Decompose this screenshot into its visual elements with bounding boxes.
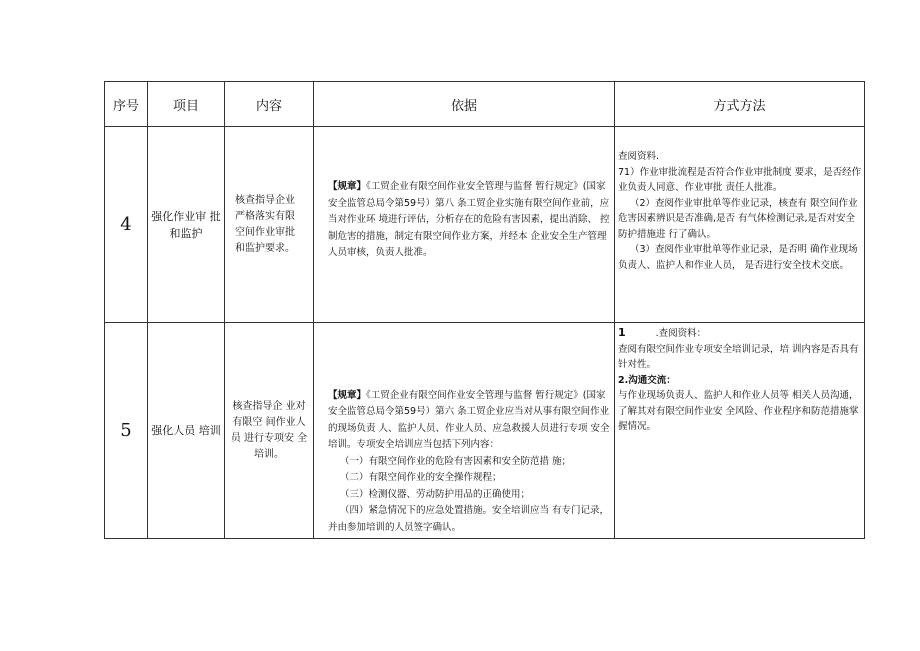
basis-list-item: （二）有限空间作业的安全操作规程； bbox=[340, 472, 502, 483]
header-item: 项目 bbox=[148, 82, 225, 127]
header-number: 序号 bbox=[105, 82, 148, 127]
basis-list-item: （三）检测仪器、劳动防护用品的正确使用； bbox=[340, 488, 531, 500]
basis-prefix: 【规章】 bbox=[328, 181, 367, 193]
row-content: 核查指导企 业对有限空 间作业人员 进行专项安 全培训。 bbox=[225, 323, 314, 539]
row-content: 核查指导企业 严格落实有限 空间作业审批 和监护要求。 bbox=[225, 127, 314, 323]
method-number: 1 bbox=[618, 326, 626, 339]
row-item bbox=[148, 127, 225, 323]
basis-list-item: （四）紧急情况下的应急处置措施。安全培训应当 有专门记录，并由参加培训的人员签字确认。 bbox=[328, 505, 610, 533]
method-text: 与作业现场负责人、监护人和作业人员等 相关人员沟通，了解其对有限空间作业安 全风险、作业程序和防范措施掌握情况。 bbox=[618, 390, 859, 432]
basis-list-item: （一）有限空间作业的危险有害因素和安全防范措 施； bbox=[340, 455, 572, 467]
basis-text: 《工贸企业有限空间作业安全管理与监督 暂行规定》(国家安全监管总局令第59号）第八 条工贸企业实施有限空间作业前，应当对作业环 境进行评估，分析存在的危险有害因素，提出消除、 控制危害的措施，制定有限空间作业方案，并经本 企业安全生产管理人员审核，负责人批准。 bbox=[328, 181, 610, 259]
method-text: 查阅有限空间作业专项安全培训记录，培 训内容是否具有针对性。 bbox=[618, 343, 859, 370]
row-method bbox=[615, 323, 865, 539]
row-basis bbox=[314, 127, 615, 323]
inspection-table bbox=[104, 81, 865, 539]
row-method bbox=[615, 127, 865, 323]
row-item bbox=[148, 323, 225, 539]
method-line: 71）作业审批流程是否符合作业审批制度 要求，是否经作业负责人同意、作业审批 责任人批准。 bbox=[618, 166, 862, 193]
table-row bbox=[105, 323, 865, 539]
method-line: （3）查阅作业审批单等作业记录，是否明 确作业现场负责人、监护人和作业人员， 是否进行安全技术交底。 bbox=[618, 244, 858, 271]
header-method: 方式方法 bbox=[615, 82, 865, 127]
header-basis: 依据 bbox=[314, 82, 615, 127]
table-header-row bbox=[105, 82, 865, 127]
row-number: 4 bbox=[105, 127, 148, 323]
basis-text: 《工贸企业有限空间作业安全管理与监督 暂行规定》(国家安全监管总局令第59号）第六 条工贸企业应当对从事有限空间作业的现场负责 人、监护人员、作业人员、应急救援人员进行专项 安全培训。专项安全培训应当包括下列内容： bbox=[328, 389, 610, 450]
method-line: 查阅资料. bbox=[618, 151, 660, 162]
table-row bbox=[105, 127, 865, 323]
row-item-line: 和监护 bbox=[169, 226, 203, 240]
row-item-line: 强化作业审 批 bbox=[151, 209, 221, 223]
row-item-line: 强化人员 培训 bbox=[151, 424, 221, 437]
basis-prefix: 【规章】 bbox=[328, 389, 367, 401]
method-title: .查阅资料： bbox=[655, 328, 707, 339]
method-line: （2）查阅作业审批单等作业记录，核查有 限空间作业危害因素辨识是否准确,是否 有气体检测记录,是否对安全防护措施进 行了确认。 bbox=[618, 197, 858, 240]
header-content: 内容 bbox=[225, 82, 314, 127]
row-number: 5 bbox=[105, 323, 148, 539]
method-title: 2.沟通交流： bbox=[618, 374, 676, 386]
row-basis bbox=[314, 323, 615, 539]
